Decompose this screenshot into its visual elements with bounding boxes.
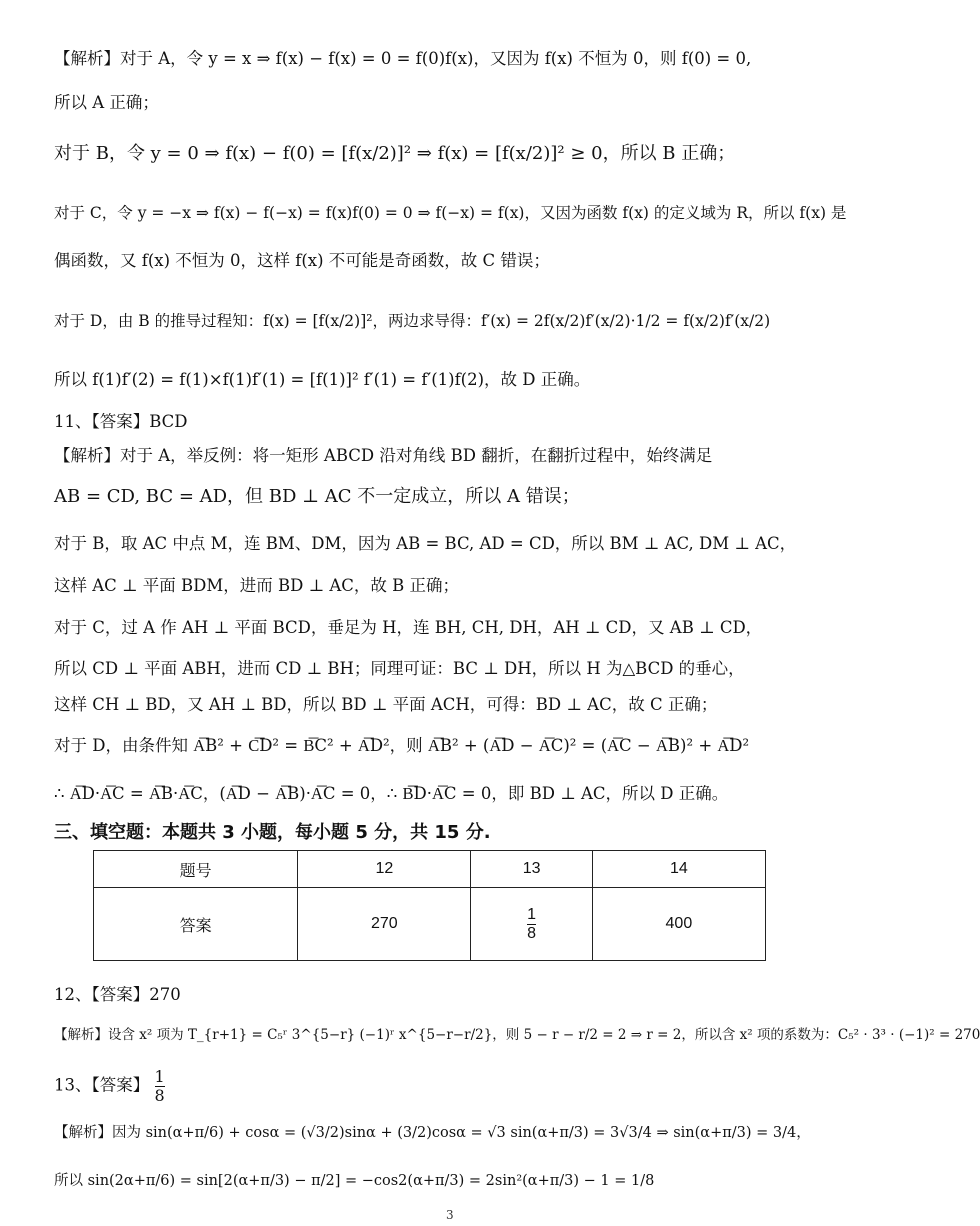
line-l13: 对于 C，过 A 作 AH ⊥ 平面 BCD，垂足为 H，连 BH, CH, DH，AH ⊥ CD，又 AB ⊥ CD， <box>54 618 763 637</box>
line-l2: 所以 A 正确； <box>54 93 159 112</box>
frac-numerator: 1 <box>154 1067 165 1086</box>
frac-denominator: 8 <box>527 924 537 942</box>
frac-denominator: 8 <box>154 1085 165 1105</box>
table-answer-12: 270 <box>298 888 471 961</box>
line-l6: 对于 D，由 B 的推导过程知：f(x) = [f(x/2)]²，两边求导得：f′(x) = 2f(x/2)f′(x/2)·1/2 = f(x/2)f′(x/2) <box>54 312 771 330</box>
line-l12: 这样 AC ⊥ 平面 BDM，进而 BD ⊥ AC，故 B 正确； <box>54 576 460 595</box>
table-row-label: 答案 <box>94 888 298 961</box>
section-header: 三、填空题：本题共 3 小题，每小题 5 分，共 15 分. <box>54 822 491 843</box>
answer-13-inline-fraction <box>155 1068 165 1104</box>
table-answer-13 <box>471 888 592 961</box>
line-l17: ∴ A͞D·A͞C = A͞B·A͞C，(A͞D − A͞B)·A͞C = 0，∴ B͞D·A͞C = 0，即 BD ⊥ AC，所以 D 正确。 <box>54 784 729 803</box>
line-l1: 【解析】对于 A，令 y = x ⇒ f(x) − f(x) = 0 = f(0)f(x)，又因为 f(x) 不恒为 0，则 f(0) = 0, <box>54 49 752 68</box>
table-header-label: 题号 <box>94 851 298 888</box>
line-l7: 所以 f(1)f′(2) = f(1)×f(1)f′(1) = [f(1)]² f′(1) = f′(1)f(2)，故 D 正确。 <box>54 370 591 389</box>
table-col-13: 13 <box>471 851 592 888</box>
table-col-14: 14 <box>592 851 765 888</box>
line-l22: 所以 sin(2α+π/6) = sin[2(α+π/3) − π/2] = −cos2(α+π/3) = 2sin²(α+π/3) − 1 = 1/8 <box>54 1173 655 1189</box>
table-col-12: 12 <box>298 851 471 888</box>
frac-numerator: 1 <box>527 905 537 923</box>
line-l11: 对于 B，取 AC 中点 M，连 BM、DM，因为 AB = BC, AD = CD，所以 BM ⊥ AC, DM ⊥ AC， <box>54 534 797 553</box>
line-l16: 对于 D，由条件知 A͞B² + C͞D² = B͞C² + A͞D²，则 A͞B² + (A͞D − A͞C)² = (A͞C − A͞B)² + A͞D² <box>54 736 750 755</box>
line-l18: 12、【答案】270 <box>54 985 181 1004</box>
answer-table <box>93 850 766 961</box>
page-number: 3 <box>446 1208 454 1222</box>
line-l15: 这样 CH ⊥ BD，又 AH ⊥ BD，所以 BD ⊥ 平面 ACH，可得：BD ⊥ AC，故 C 正确； <box>54 695 718 714</box>
line-l21: 【解析】因为 sin(α+π/6) + cosα = (√3/2)sinα + (3/2)cosα = √3 sin(α+π/3) = 3√3/4 ⇒ sin(α+π/3) = 3/4， <box>54 1125 811 1141</box>
line-l9: 【解析】对于 A，举反例：将一矩形 ABCD 沿对角线 BD 翻折，在翻折过程中，始终满足 <box>54 446 713 465</box>
answer-13-label: 13、【答案】 <box>54 1075 150 1095</box>
line-l4: 对于 C，令 y = −x ⇒ f(x) − f(−x) = f(x)f(0) = 0 ⇒ f(−x) = f(x)，又因为函数 f(x) 的定义域为 R，所以 f(x) 是 <box>54 204 847 222</box>
line-l3: 对于 B，令 y = 0 ⇒ f(x) − f(0) = [f(x/2)]² ⇒ f(x) = [f(x/2)]² ≥ 0，所以 B 正确； <box>54 143 736 164</box>
line-l19: 【解析】设含 x² 项为 T_{r+1} = C₅ʳ 3^{5−r} (−1)ʳ x^{5−r−r/2}，则 5 − r − r/2 = 2 ⇒ r = 2，所以含 x² 项的系数为：C₅² · 3³ · (−1)² = 270 <box>54 1027 980 1043</box>
table-answer-14: 400 <box>592 888 765 961</box>
line-l10: AB = CD, BC = AD，但 BD ⊥ AC 不一定成立，所以 A 错误； <box>54 486 580 507</box>
line-l8: 11、【答案】BCD <box>54 412 188 431</box>
line-l5: 偶函数，又 f(x) 不恒为 0，这样 f(x) 不可能是奇函数，故 C 错误； <box>54 251 550 270</box>
line-l14: 所以 CD ⊥ 平面 ABH，进而 CD ⊥ BH；同理可证：BC ⊥ DH，所以 H 为△BCD 的垂心， <box>54 659 745 678</box>
line-l20 <box>54 1068 165 1104</box>
answer-13-fraction <box>527 906 536 942</box>
